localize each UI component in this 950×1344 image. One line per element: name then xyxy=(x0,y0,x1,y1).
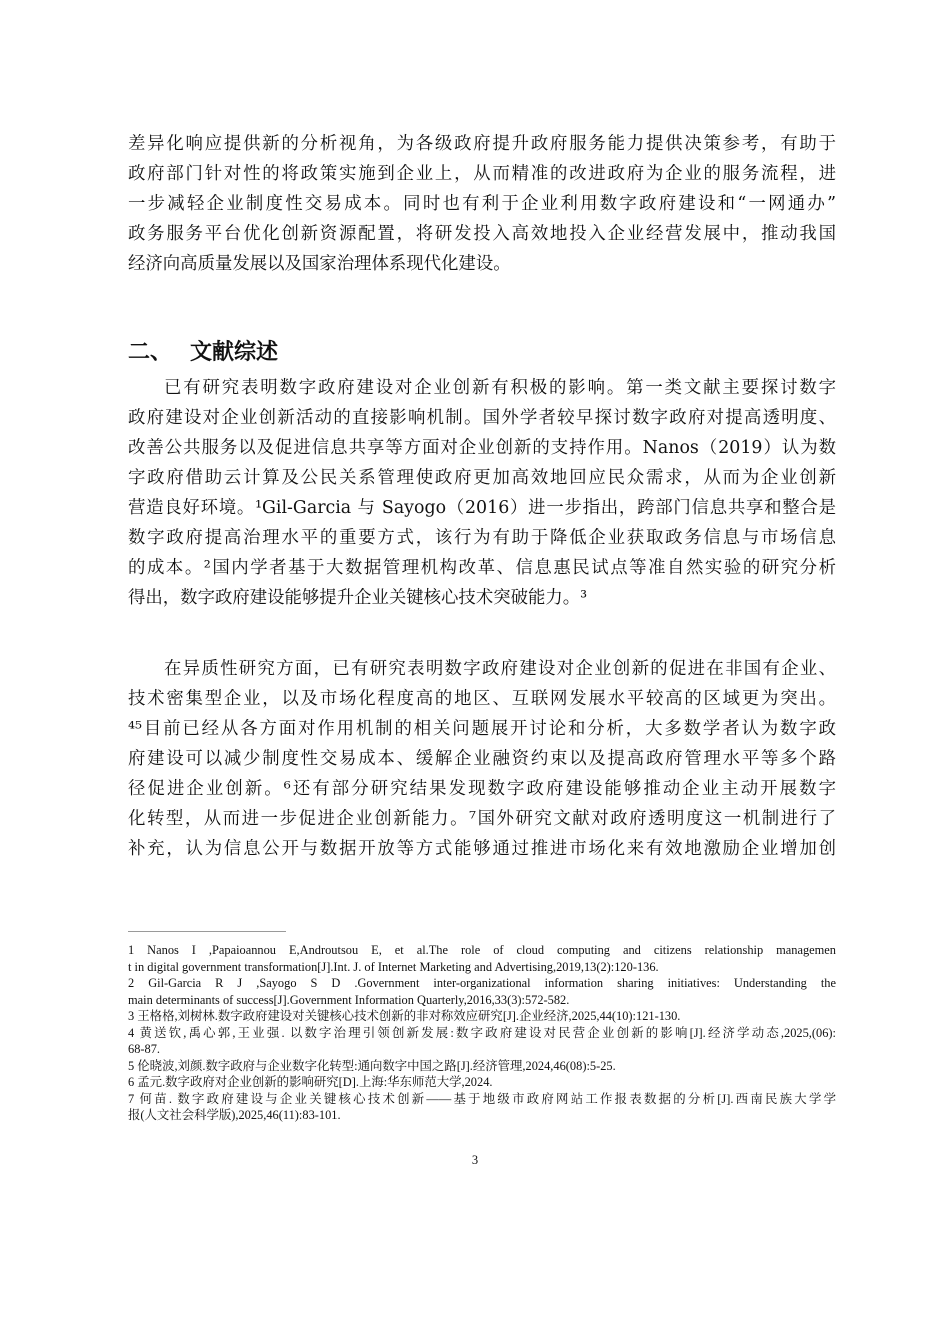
text-line: 已有研究表明数字政府建设对企业创新有积极的影响。第一类文献主要探讨数字 xyxy=(164,378,836,398)
footnote-1-cont: t in digital government transformation[J].Int. J. of Internet Marketing and Advertising,2019,13(2):120-136. xyxy=(128,959,659,974)
section-title: 文献综述 xyxy=(190,340,279,365)
text-line: 政务服务平台优化创新资源配置，将研发投入高效地投入企业经营发展中，推动我国 xyxy=(128,224,836,244)
footnotes xyxy=(128,942,836,1124)
footnote-7-cont: 报(人文社会科学版),2025,46(11):83-101. xyxy=(128,1108,341,1122)
text-line: 府建设可以减少制度性交易成本、缓解企业融资约束以及提高政府管理水平等多个路 xyxy=(128,749,836,769)
footnote-2-cont: main determinants of success[J].Government Information Quarterly,2016,33(3):572-582. xyxy=(128,992,570,1007)
text-line: ⁴⁵目前已经从各方面对作用机制的相关问题展开讨论和分析，大多数学者认为数字政 xyxy=(128,719,836,739)
text-line: 字政府借助云计算及公民关系管理使政府更加高效地回应民众需求，从而为企业创新 xyxy=(128,468,836,488)
text-line: 在异质性研究方面，已有研究表明数字政府建设对企业创新的促进在非国有企业、 xyxy=(164,659,836,679)
footnote-separator xyxy=(128,931,286,932)
text-line: 差异化响应提供新的分析视角，为各级政府提升政府服务能力提供决策参考，有助于 xyxy=(128,134,836,154)
literature-paragraph-1 xyxy=(128,373,836,613)
text-line: 得出，数字政府建设能够提升企业关键核心技术突破能力。³ xyxy=(128,588,588,608)
footnote-7: 7 何苗. 数字政府建设与企业关键核心技术创新——基于地级市政府网站工作报表数据的分析[J].西南民族大学学 xyxy=(128,1091,836,1106)
text-line: 技术密集型企业，以及市场化程度高的地区、互联网发展水平较高的区域更为突出。 xyxy=(128,689,836,709)
text-line: 经济向高质量发展以及国家治理体系现代化建设。 xyxy=(128,254,511,274)
text-line: 径促进企业创新。⁶还有部分研究结果发现数字政府建设能够推动企业主动开展数字 xyxy=(128,779,836,799)
footnote-6: 6 孟元.数字政府对企业创新的影响研究[D].上海:华东师范大学,2024. xyxy=(128,1075,493,1089)
text-line: 化转型，从而进一步促进企业创新能力。⁷国外研究文献对政府透明度这一机制进行了 xyxy=(128,809,836,829)
text-line: 营造良好环境。¹Gil-Garcia 与 Sayogo（2016）进一步指出，跨部门信息共享和整合是 xyxy=(128,498,836,518)
footnote-5: 5 伦晓波,刘颜.数字政府与企业数字化转型:通向数字中国之路[J].经济管理,2024,46(08):5-25. xyxy=(128,1058,616,1073)
section-heading xyxy=(128,338,278,368)
text-line: 政府建设对企业创新活动的直接影响机制。国外学者较早探讨数字政府对提高透明度、 xyxy=(128,408,836,428)
text-line: 的成本。²国内学者基于大数据管理机构改革、信息惠民试点等准自然实验的研究分析 xyxy=(128,558,836,578)
text-line: 数字政府提高治理水平的重要方式，该行为有助于降低企业获取政务信息与市场信息 xyxy=(128,528,836,548)
text-line: 一步减轻企业制度性交易成本。同时也有利于企业利用数字政府建设和“一网通办” xyxy=(128,194,836,214)
footnote-4-cont: 68-87. xyxy=(128,1042,161,1056)
footnote-3: 3 王格格,刘树林.数字政府建设对关键核心技术创新的非对称效应研究[J].企业经济,2025,44(10):121-130. xyxy=(128,1009,681,1023)
footnote-1: 1 Nanos I ,Papaioannou E,Androutsou E, et al.The role of cloud computing and citizens relationship managemen xyxy=(128,943,836,957)
section-number: 二、 xyxy=(128,340,173,365)
footnote-4: 4 黄送钦,禹心郭,王业强. 以数字治理引领创新发展:数字政府建设对民营企业创新的影响[J].经济学动态,2025,(06): xyxy=(128,1025,836,1040)
text-line: 补充，认为信息公开与数据开放等方式能够通过推进市场化来有效地激励企业增加创 xyxy=(128,839,836,859)
footnote-2: 2 Gil-Garcia R J ,Sayogo S D .Government inter-organizational information sharing initiatives: Understanding the xyxy=(128,976,836,990)
literature-paragraph-2 xyxy=(128,654,836,864)
intro-paragraph xyxy=(128,129,836,279)
page-number: 3 xyxy=(471,1153,479,1167)
text-line: 改善公共服务以及促进信息共享等方面对企业创新的支持作用。Nanos（2019）认为数 xyxy=(128,438,836,458)
text-line: 政府部门针对性的将政策实施到企业上，从而精准的改进政府为企业的服务流程，进 xyxy=(128,164,836,184)
